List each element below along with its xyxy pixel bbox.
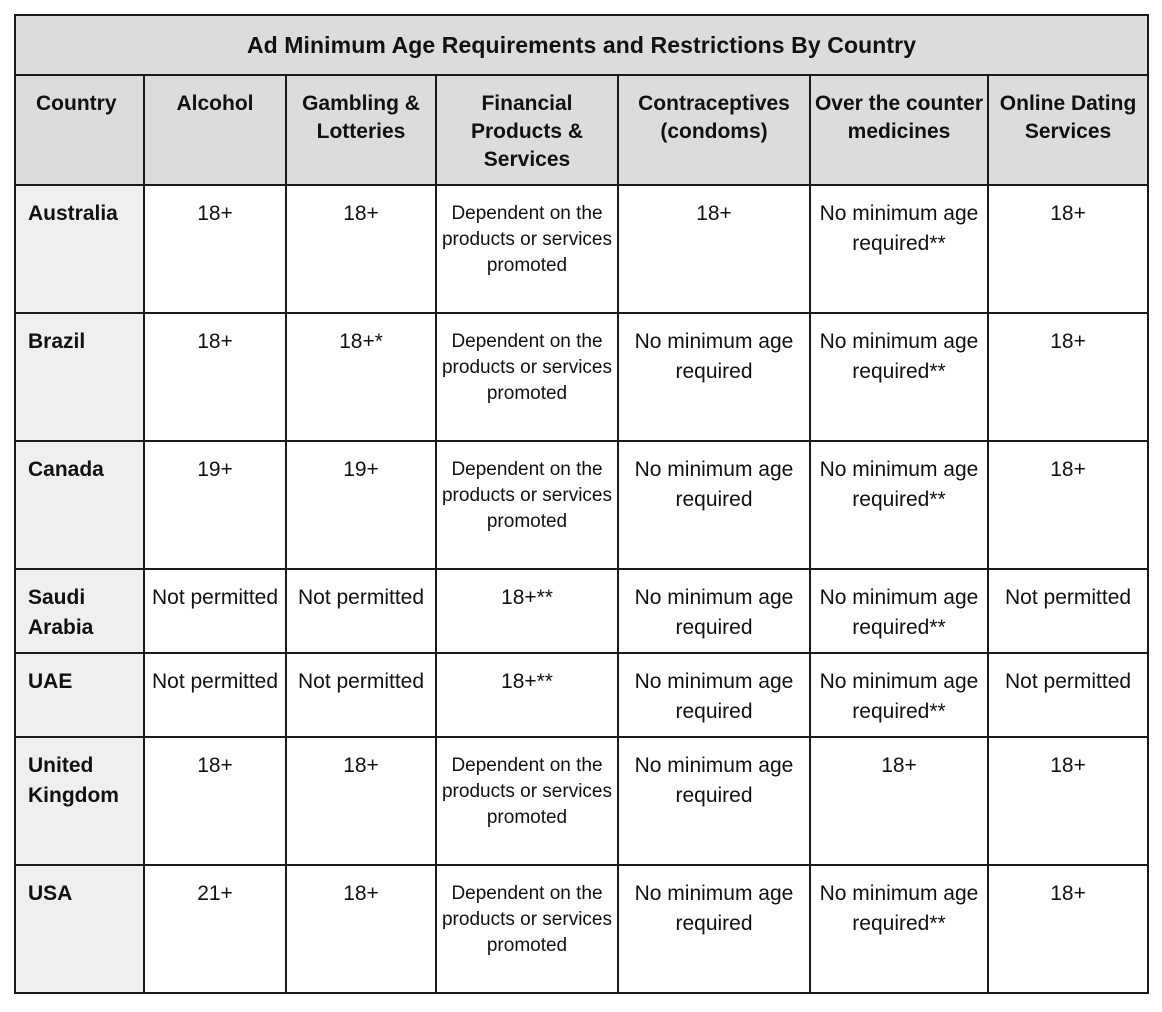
gambling-cell: 18+*	[286, 313, 436, 441]
online-dating-cell: 18+	[988, 865, 1148, 993]
otc-medicines-cell: No minimum age required**	[810, 313, 988, 441]
online-dating-cell: 18+	[988, 313, 1148, 441]
online-dating-cell: Not permitted	[988, 653, 1148, 737]
country-cell: Australia	[15, 185, 144, 313]
header-financial: Financial Products & Services	[436, 75, 618, 185]
otc-medicines-cell: No minimum age required**	[810, 865, 988, 993]
alcohol-cell: 18+	[144, 737, 286, 865]
country-cell: Canada	[15, 441, 144, 569]
table-row	[15, 865, 1148, 993]
alcohol-cell: 21+	[144, 865, 286, 993]
alcohol-cell: 18+	[144, 313, 286, 441]
contraceptives-cell: No minimum age required	[618, 865, 810, 993]
header-country: Country	[15, 75, 144, 185]
country-cell: USA	[15, 865, 144, 993]
gambling-cell: 19+	[286, 441, 436, 569]
online-dating-cell: 18+	[988, 441, 1148, 569]
alcohol-cell: 19+	[144, 441, 286, 569]
alcohol-cell: Not permitted	[144, 653, 286, 737]
financial-cell: Dependent on the products or services promoted	[436, 737, 618, 865]
financial-cell: 18+**	[436, 653, 618, 737]
gambling-cell: 18+	[286, 865, 436, 993]
contraceptives-cell: 18+	[618, 185, 810, 313]
online-dating-cell: Not permitted	[988, 569, 1148, 653]
online-dating-cell: 18+	[988, 185, 1148, 313]
gambling-cell: Not permitted	[286, 653, 436, 737]
table-row	[15, 185, 1148, 313]
table-row	[15, 737, 1148, 865]
header-contraceptives: Contraceptives (condoms)	[618, 75, 810, 185]
header-alcohol: Alcohol	[144, 75, 286, 185]
header-otc-medicines: Over the counter medicines	[810, 75, 988, 185]
contraceptives-cell: No minimum age required	[618, 313, 810, 441]
financial-cell: 18+**	[436, 569, 618, 653]
table-row	[15, 653, 1148, 737]
financial-cell: Dependent on the products or services promoted	[436, 185, 618, 313]
financial-cell: Dependent on the products or services promoted	[436, 313, 618, 441]
gambling-cell: Not permitted	[286, 569, 436, 653]
age-requirements-table	[14, 14, 1149, 994]
gambling-cell: 18+	[286, 737, 436, 865]
header-online-dating: Online Dating Services	[988, 75, 1148, 185]
contraceptives-cell: No minimum age required	[618, 653, 810, 737]
alcohol-cell: Not permitted	[144, 569, 286, 653]
contraceptives-cell: No minimum age required	[618, 441, 810, 569]
country-cell: United Kingdom	[15, 737, 144, 865]
financial-cell: Dependent on the products or services promoted	[436, 865, 618, 993]
country-cell: Saudi Arabia	[15, 569, 144, 653]
otc-medicines-cell: No minimum age required**	[810, 441, 988, 569]
country-cell: UAE	[15, 653, 144, 737]
otc-medicines-cell: No minimum age required**	[810, 569, 988, 653]
contraceptives-cell: No minimum age required	[618, 737, 810, 865]
online-dating-cell: 18+	[988, 737, 1148, 865]
contraceptives-cell: No minimum age required	[618, 569, 810, 653]
table-row	[15, 569, 1148, 653]
alcohol-cell: 18+	[144, 185, 286, 313]
gambling-cell: 18+	[286, 185, 436, 313]
otc-medicines-cell: No minimum age required**	[810, 185, 988, 313]
table-row	[15, 313, 1148, 441]
otc-medicines-cell: 18+	[810, 737, 988, 865]
table-title: Ad Minimum Age Requirements and Restrictions By Country	[15, 15, 1148, 75]
table-row	[15, 441, 1148, 569]
otc-medicines-cell: No minimum age required**	[810, 653, 988, 737]
country-cell: Brazil	[15, 313, 144, 441]
header-gambling: Gambling & Lotteries	[286, 75, 436, 185]
age-requirements-table-container	[14, 14, 1147, 994]
financial-cell: Dependent on the products or services promoted	[436, 441, 618, 569]
